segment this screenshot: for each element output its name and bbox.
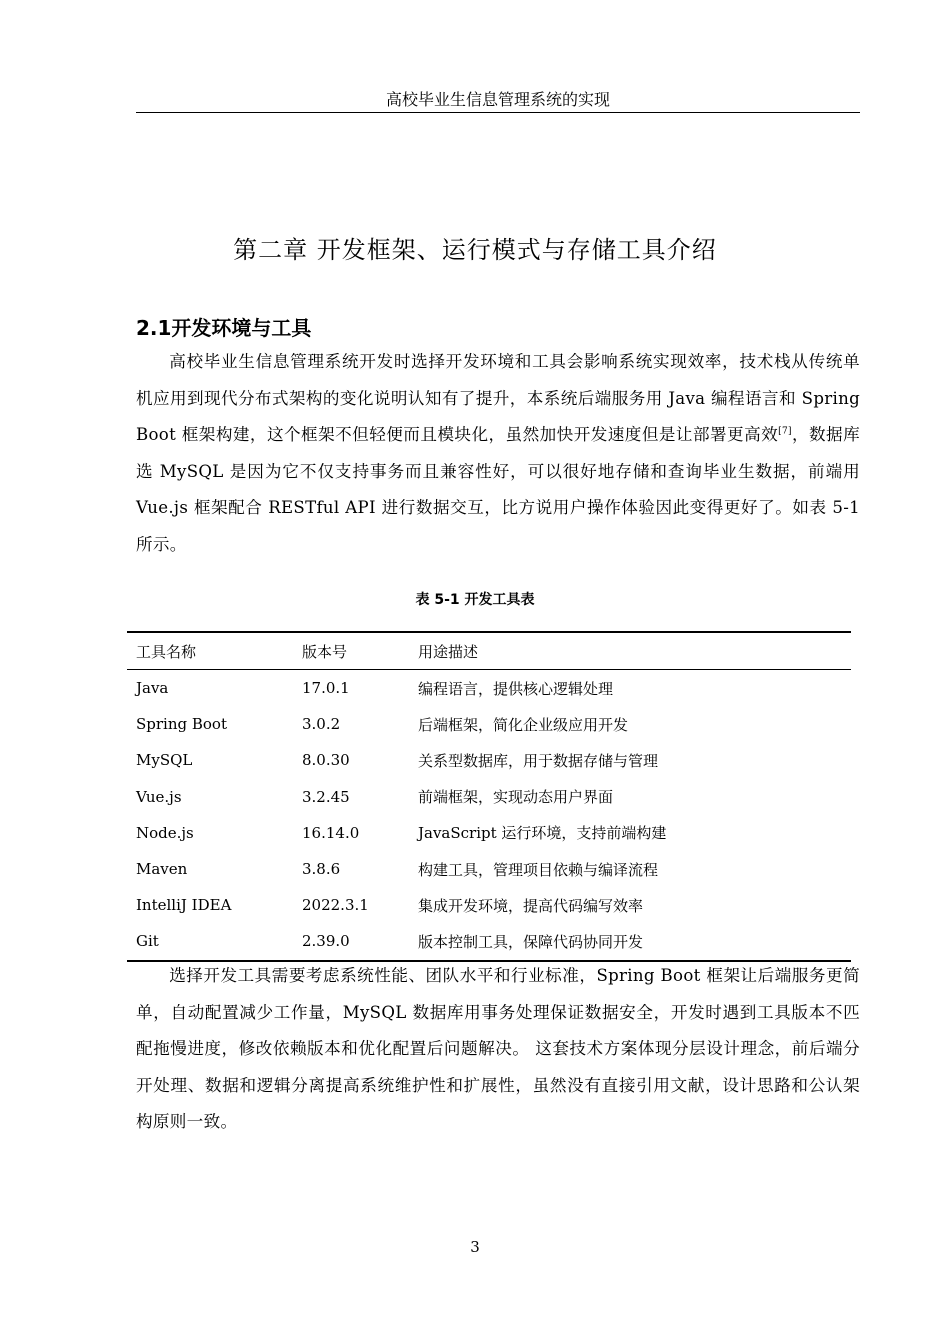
- citation-ref[interactable]: [7]: [778, 426, 792, 437]
- table-row: [127, 706, 851, 742]
- cell-version: 17.0.1: [302, 679, 350, 698]
- cell-tool-name: Vue.js: [136, 787, 182, 806]
- cell-version: 2.39.0: [293, 923, 409, 960]
- cell-description: JavaScript 运行环境，支持前端构建: [418, 824, 667, 843]
- table-row: [127, 670, 851, 707]
- cell-tool-name: Git: [127, 923, 293, 960]
- cell-tool-name: Spring Boot: [136, 715, 227, 734]
- cell-description: 集成开发环境，提高代码编写效率: [418, 896, 644, 915]
- cell-version: 16.14.0: [302, 823, 360, 842]
- cell-description: 编程语言，提供核心逻辑处理: [418, 679, 614, 698]
- header-cell-description: 用途描述: [409, 632, 851, 670]
- table-row: [127, 742, 851, 778]
- cell-tool-name: MySQL: [136, 751, 193, 770]
- table-header-row: [127, 632, 851, 670]
- body-paragraph-1: [136, 344, 860, 564]
- header-cell-version: 版本号: [293, 632, 409, 670]
- body-paragraph-2: 选择开发工具需要考虑系统性能、团队水平和行业标准，Spring Boot 框架让后端服务更简单，自动配置减少工作量，MySQL 数据库用事务处理保证数据安全，开发时遇到工具版本不匹配拖慢进度，修改依赖版本和优化配置后问题解决。 这套技术方案体现分层设计理念，前后端分开处理、数据和逻辑分离提高系统维护性和扩展性，虽然没有直接引用文献，设计思路和公认架构原则一致。: [136, 966, 860, 1132]
- cell-tool-name: Node.js: [136, 823, 194, 842]
- section-title: 开发环境与工具: [171, 316, 312, 340]
- table-row: [127, 779, 851, 815]
- cell-description: 关系型数据库，用于数据存储与管理: [418, 751, 659, 770]
- table-row: [127, 923, 851, 960]
- cell-description: 版本控制工具，保障代码协同开发: [409, 923, 851, 960]
- table-row: [127, 887, 851, 923]
- section-number: 2.1: [136, 316, 172, 340]
- section-heading: [136, 312, 311, 341]
- cell-version: 3.2.45: [302, 787, 350, 806]
- paragraph-text-b: ，数据库选 MySQL 是因为它不仅支持事务而且兼容性好，可以很好地存储和查询毕业生数据，前端用 Vue.js 框架配合 RESTful API 进行数据交互，比方说用户操作体验因此变得更好了。如表 5-1 所示。: [136, 425, 860, 554]
- table-row: [127, 815, 851, 851]
- chapter-title: 第二章 开发框架、运行模式与存储工具介绍: [233, 236, 717, 264]
- table-caption: 表 5-1 开发工具表: [415, 592, 535, 608]
- cell-tool-name: Maven: [136, 860, 188, 879]
- page-number: 3: [470, 1238, 480, 1256]
- paragraph-text-a: 高校毕业生信息管理系统开发时选择开发环境和工具会影响系统实现效率，技术栈从传统单机应用到现代分布式架构的变化说明认知有了提升，本系统后端服务用 Java 编程语言和 Spring Boot 框架构建，这个框架不但轻便而且模块化，虽然加快开发速度但是让部署更高效: [136, 352, 860, 445]
- cell-tool-name: IntelliJ IDEA: [136, 896, 232, 915]
- tools-table: [127, 631, 851, 962]
- table-row: [127, 851, 851, 887]
- cell-tool-name: Java: [136, 679, 169, 698]
- cell-description: 构建工具，管理项目依赖与编译流程: [418, 860, 659, 879]
- cell-version: 2022.3.1: [302, 896, 369, 915]
- cell-version: 8.0.30: [302, 751, 350, 770]
- cell-description: 后端框架，简化企业级应用开发: [418, 715, 629, 734]
- running-header: 高校毕业生信息管理系统的实现: [136, 90, 860, 113]
- cell-description: 前端框架，实现动态用户界面: [418, 788, 614, 807]
- cell-version: 3.0.2: [302, 715, 341, 734]
- header-cell-name: 工具名称: [127, 632, 293, 670]
- cell-version: 3.8.6: [302, 860, 341, 879]
